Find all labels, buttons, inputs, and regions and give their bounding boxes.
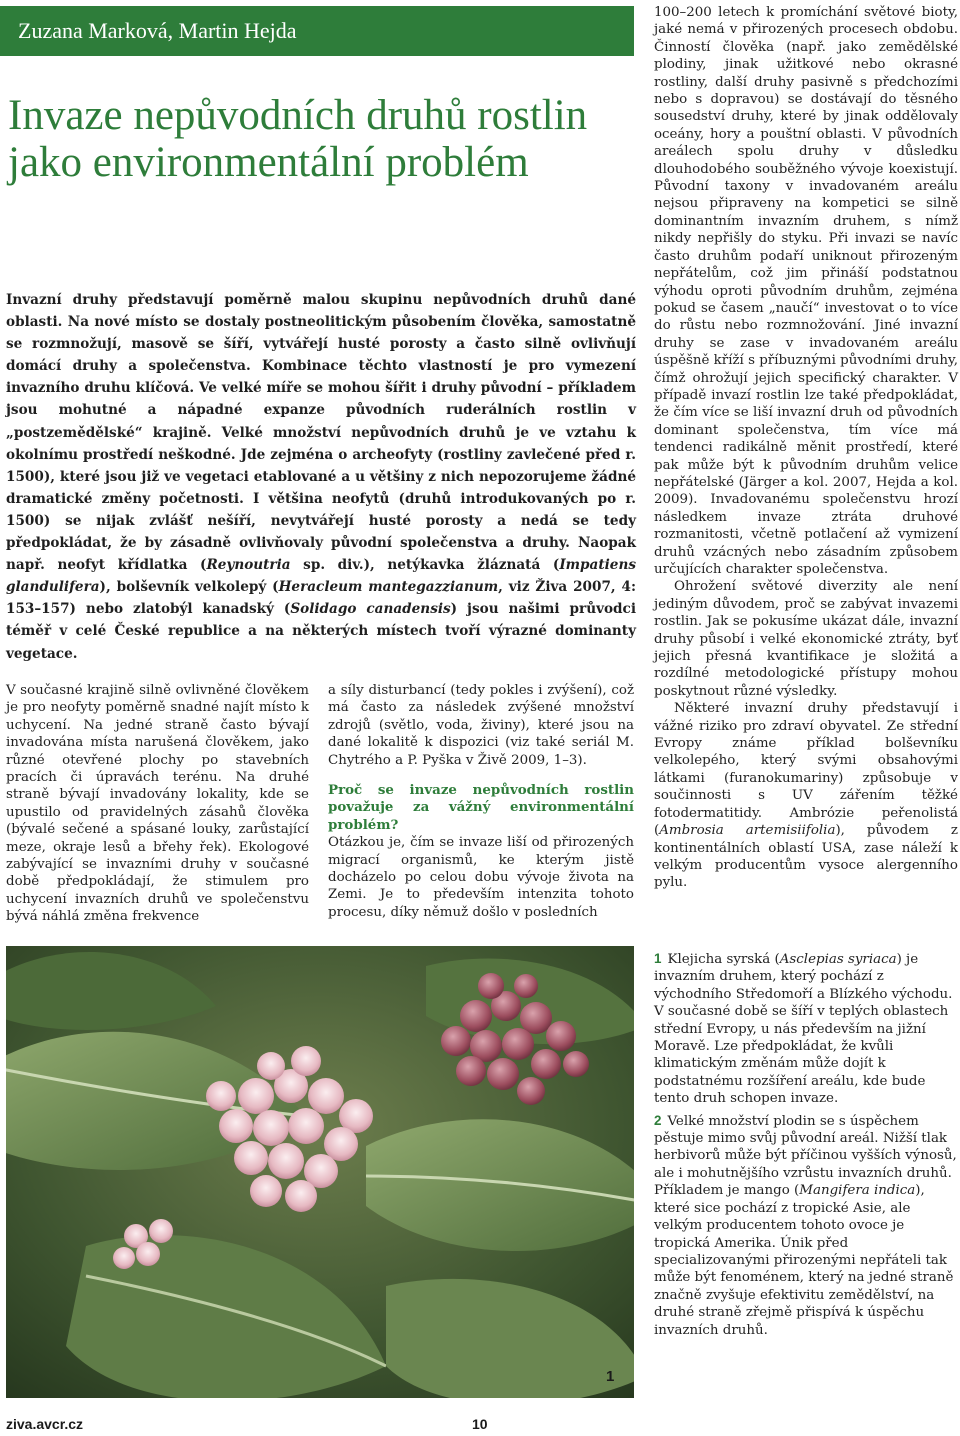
lead-text-1: Invazní druhy představují poměrně malou skupinu nepůvodních druhů dané oblasti. Na nové místo se dostaly postneolitickým působením člověka, samostatně se rozmnožují, masově se šíří, vytvářejí husté porosty a často silně ovlivňují domácí druhy a společenstva. Kombinace těchto vlastností je pro vymezení invazního druhu klíčová. Ve velké míře se mohou šířit i druhy původní – příkladem jsou mohutné a nápadné expanze původních ruderálních rostlin v „postzemědělské“ krajině. Velké množství nepůvodních druhů je ve vztahu k okolnímu prostředí neškodné. Jde zejména o archeofyty (rostliny zavlečené před r. 1500), které jsou již ve vegetaci etablované a u většiny z nich nepozorujeme žádné dramatické změny početnosti. I většina neofytů (druhů introdukovaných po r. 1500) se nijak zvlášť nešíří, nevytvářejí husté porosty a nedá se tedy předpokládat, že by zásadně ovlivňovaly původní společenstva a druhy. Naopak např. neofyt křídlatka ( <box>6 292 636 574</box>
milkweed-illustration <box>6 946 634 1398</box>
lead-text-3: ), bolševník velkolepý ( <box>99 579 279 596</box>
lead-paragraph <box>6 289 636 665</box>
caption-1-text-a: Klejicha syrská ( <box>667 952 780 967</box>
col3-paragraph-2: Ohrožení světové diverzity ale není jediným důvodem, proč se zabývat invazemi rostlin. Jak se pokusíme ukázat dále, invazní druhy působí i velké ekonomické ztráty, byť jejich přesná kvantifikace je složitá a rozdílné metodologické přístupy mohou poskytnout různé výsledky. <box>654 579 958 699</box>
caption-1 <box>654 950 958 1108</box>
lead-species-impatiens: Impatiens glandulifera <box>6 557 636 596</box>
col3-paragraph-3 <box>654 700 958 891</box>
caption-2-number: 2 <box>654 1112 662 1128</box>
lead-text-4: , viz Živa 2007, 4: 153–157) nebo zlatobýl kanadský ( <box>6 579 636 618</box>
author-banner <box>0 6 634 56</box>
article-title <box>8 92 638 186</box>
caption-1-text-b: ) je invazním druhem, který pochází z východního Středomoří a Blízkého východu. V současné době se šíří v teplých oblastech střední Evropy, u nás především na jižní Moravě. Lze předpokládat, že kvůli klimatickým změnám může dojít k podstatnému rozšíření areálu, kde bude tento druh schopen invaze. <box>654 952 953 1107</box>
caption-2-species: Mangifera indica <box>799 1183 916 1199</box>
title-line-2: jako environmentální problém <box>8 139 529 186</box>
col2-paragraph-1: a síly disturbancí (tedy pokles i zvýšení), což má často za následek zvýšené množství zdrojů (světlo, voda, živiny), které jsou na dané lokalitě k dispozici (viz také seriál M. Chytrého a P. Pyška v Živě 2009, 1–3). <box>328 683 634 768</box>
caption-1-species: Asclepias syriaca <box>779 952 897 967</box>
caption-2-text-b: ), které sice pochází z tropické Asie, ale velkým producentem tohoto ovoce je tropická Amerika. Únik před specializovanými přirozenými nepřáteli tak může být fenoménem, který na jedné straně značně zvyšuje efektivitu zemědělství, na druhé straně zřejmě přispívá k úspěchu invazních druhů. <box>654 1183 954 1338</box>
col1-paragraph: V současné krajině silně ovlivněné člověkem je pro neofyty poměrně snadné najít místo k uchycení. Na jedné straně často bývají invadována místa narušená člověkem, jako různé otevřené plochy po stavebních pracích či úpravách terénu. Na druhé straně bývají invadovány lokality, kde se upustilo od pravidelných zásahů člověka (bývalé sečené a spásané louky, zarůstající meze, okraje lesů a břehy řek). Ekologové zabývající se invazními druhy v současné době předpokládají, že stimulem pro uchycení invazních druhů ve společenstvu bývá náhlá změna frekvence <box>6 683 309 925</box>
authors: Zuzana Marková, Martin Hejda <box>18 18 297 43</box>
lead-text-2: sp. div.), netýkavka žláznatá ( <box>290 557 560 574</box>
col3-p3-text-b: ), původem z kontinentálních oblastí USA, zase náleží k velkým producentům vysoce alergenního pylu. <box>654 823 958 891</box>
footer-website: ziva.avcr.cz <box>6 1416 84 1432</box>
caption-2-text-a: Velké množství plodin se s úspěchem pěstuje mimo svůj původní areál. Nižší tlak herbivorů může být příčinou vyšších výnosů, ale i mohutnějšího vzrůstu invazních druhů. Příkladem je mango ( <box>654 1113 957 1199</box>
milkweed-photo <box>6 946 634 1398</box>
title-line-1: Invaze nepůvodních druhů rostlin <box>8 92 588 139</box>
lead-text-5: ) jsou našimi průvodci téměř v celé České republice a na některých místech tvoří výrazné dominanty vegetace. <box>6 601 636 662</box>
lead-species-heracleum: Heracleum mantegazzianum <box>278 579 499 596</box>
page-number: 10 <box>472 1416 488 1432</box>
col3-paragraph-1: 100–200 letech k promíchání světové bioty, jaké nemá v přirozených procesech obdobu. Činností člověka (např. jako zemědělské plodiny, jinak užitkové nebo okrasné rostliny, další druhy pasivně s předchozími nebo s dopravou) se dostávají do těsného sousedství druhy, které by jinak oddělovaly oceány, hory a pouštní oblasti. V původních areálech spolu druhy v důsledku dlouhodobého souběžného vývoje koexistují. Původní taxony v invadovaném areálu nejsou připraveny na kompetici se silně dominantním invazním druhem, s nímž nikdy nepřišly do styku. Při invazi se navíc často druhům podaří uniknout přirozeným nepřátelům, což jim přináší podstatnou výhodu oproti původním druhům, zejména pokud se časem „naučí“ investovat o to více do růstu nebo rozmnožování. Jiné invazní druhy se zase v invadovaném areálu úspěšně kříží s příbuznými původními druhy, čímž ohrožují jejich specifický charakter. V případě invazí rostlin lze také předpokládat, že čím více se liší invazní druh od původních dominant společenstva, tím více má tendenci radikálně měnit prostředí, které pak může být k původním druhům velice nepřátelské (Järger a kol. 2007, Hejda a kol. 2009). Invadovanému společenstvu hrozí následkem invaze ztráta druhové rozmanitosti, včetně potlačení až vymizení druhů vzácných nebo zásadním způsobem určujících charakter společenstva. <box>654 5 958 577</box>
body-column-3 <box>654 4 958 892</box>
photo-captions <box>654 950 958 1343</box>
lead-species-reynoutria: Reynoutria <box>206 557 291 574</box>
caption-2 <box>654 1112 958 1339</box>
section-heading: Proč se invaze nepůvodních rostlin považuje za vážný environmentální problém? <box>328 782 634 833</box>
body-column-1 <box>6 682 309 926</box>
col3-species-ambrosia: Ambrosia artemisiifolia <box>659 823 836 839</box>
body-column-2 <box>328 682 634 921</box>
photo-number: 1 <box>606 1368 615 1385</box>
col2-paragraph-2: Otázkou je, čím se invaze liší od přirozených migrací organismů, ke kterým jistě docházelo po celou dobu vývoje života na Zemi. Je to především intenzita tohoto procesu, díky němuž došlo v posledních <box>328 835 634 920</box>
col3-p3-text-a: Některé invazní druhy představují i vážné riziko pro zdraví obyvatel. Ze střední Evropy známe příklad bolševníku velkolepého, který svými obsahovými látkami (furanokumariny) způsobuje v součinnosti s UV zářením těžké fotodermatitidy. Ambrózie peřenolistá ( <box>654 701 958 839</box>
caption-1-number: 1 <box>654 951 662 966</box>
lead-species-solidago: Solidago canadensis <box>290 601 451 618</box>
